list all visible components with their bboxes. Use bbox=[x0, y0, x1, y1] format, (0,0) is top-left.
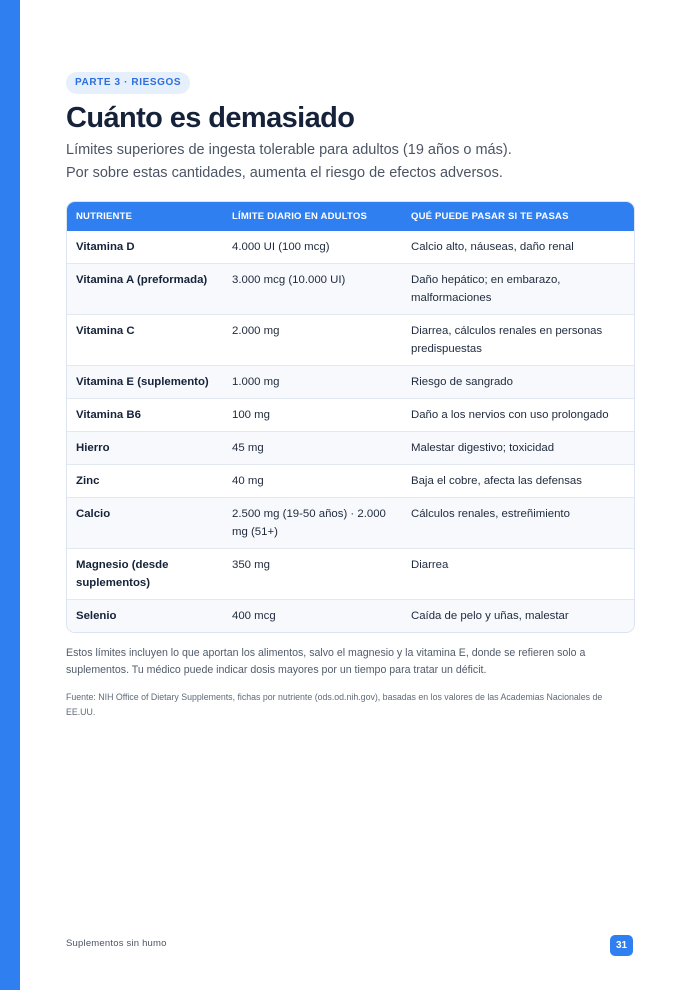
table-header-row bbox=[67, 202, 634, 231]
column-header-nutrient: NUTRIENTE bbox=[76, 211, 133, 222]
nutrient-cell: Vitamina A (preformada) bbox=[67, 264, 223, 315]
nutrient-cell: Calcio bbox=[67, 498, 223, 549]
limit-cell: 350 mg bbox=[223, 549, 402, 600]
effect-cell: Calcio alto, náuseas, daño renal bbox=[411, 241, 574, 253]
limit-cell: 400 mcg bbox=[223, 600, 402, 633]
subtitle-line-1: Límites superiores de ingesta tolerable para adultos (19 años o más). bbox=[66, 142, 512, 158]
nutrient-cell: Vitamina E (suplemento) bbox=[67, 366, 223, 399]
limit-cell: 100 mg bbox=[223, 399, 402, 432]
column-header-effect: QUÉ PUEDE PASAR SI TE PASAS bbox=[411, 211, 569, 222]
nutrient-cell: Vitamina D bbox=[76, 241, 135, 253]
nutrient-cell: Selenio bbox=[67, 600, 223, 633]
table-row bbox=[67, 600, 634, 633]
effect-cell: Daño a los nervios con uso prolongado bbox=[402, 399, 634, 432]
table-row bbox=[67, 264, 634, 315]
nutrient-cell: Vitamina C bbox=[67, 315, 223, 366]
page-content bbox=[66, 72, 633, 728]
effect-cell: Diarrea, cálculos renales en personas predispuestas bbox=[402, 315, 634, 366]
column-header-limit: LÍMITE DIARIO EN ADULTOS bbox=[232, 211, 367, 222]
limit-cell: 40 mg bbox=[223, 465, 402, 498]
page-title: Cuánto es demasiado bbox=[66, 102, 355, 134]
page-number-badge: 31 bbox=[610, 935, 633, 956]
table-row bbox=[67, 399, 634, 432]
table-row bbox=[67, 315, 634, 366]
effect-cell: Cálculos renales, estreñimiento bbox=[402, 498, 634, 549]
limit-cell: 1.000 mg bbox=[223, 366, 402, 399]
nutrient-cell: Hierro bbox=[67, 432, 223, 465]
side-accent-bar bbox=[0, 0, 20, 990]
nutrient-cell: Vitamina B6 bbox=[67, 399, 223, 432]
effect-cell: Malestar digestivo; toxicidad bbox=[402, 432, 634, 465]
footnote: Estos límites incluyen lo que aportan los alimentos, salvo el magnesio y la vitamina E, donde se refieren solo a suplementos. Tu médico puede indicar dosis mayores por un tiempo para tratar un déficit. bbox=[66, 647, 586, 676]
effect-cell: Daño hepático; en embarazo, malformaciones bbox=[402, 264, 634, 315]
limits-table-container bbox=[66, 201, 635, 633]
table-row bbox=[67, 549, 634, 600]
source-citation: Fuente: NIH Office of Dietary Supplements, fichas por nutriente (ods.od.nih.gov), basadas en los valores de las Academias Nacionales de EE.UU. bbox=[66, 691, 603, 717]
effect-cell: Riesgo de sangrado bbox=[402, 366, 634, 399]
section-label: PARTE 3 · RIESGOS bbox=[66, 72, 190, 94]
limit-cell: 4.000 UI (100 mcg) bbox=[232, 241, 330, 253]
table-row bbox=[67, 498, 634, 549]
limit-cell: 45 mg bbox=[223, 432, 402, 465]
limit-cell: 2.500 mg (19-50 años) · 2.000 mg (51+) bbox=[223, 498, 402, 549]
effect-cell: Baja el cobre, afecta las defensas bbox=[402, 465, 634, 498]
subtitle-line-2: Por sobre estas cantidades, aumenta el riesgo de efectos adversos. bbox=[66, 165, 503, 181]
table-row bbox=[67, 432, 634, 465]
footer-publication-name: Suplementos sin humo bbox=[66, 938, 167, 949]
table-row bbox=[67, 231, 634, 264]
table-row bbox=[67, 465, 634, 498]
effect-cell: Diarrea bbox=[402, 549, 634, 600]
limit-cell: 3.000 mcg (10.000 UI) bbox=[223, 264, 402, 315]
page-subtitle bbox=[66, 139, 633, 185]
limits-table bbox=[67, 202, 634, 632]
table-row bbox=[67, 366, 634, 399]
limit-cell: 2.000 mg bbox=[223, 315, 402, 366]
nutrient-cell: Magnesio (desde suplementos) bbox=[67, 549, 223, 600]
nutrient-cell: Zinc bbox=[67, 465, 223, 498]
effect-cell: Caída de pelo y uñas, malestar bbox=[402, 600, 634, 633]
